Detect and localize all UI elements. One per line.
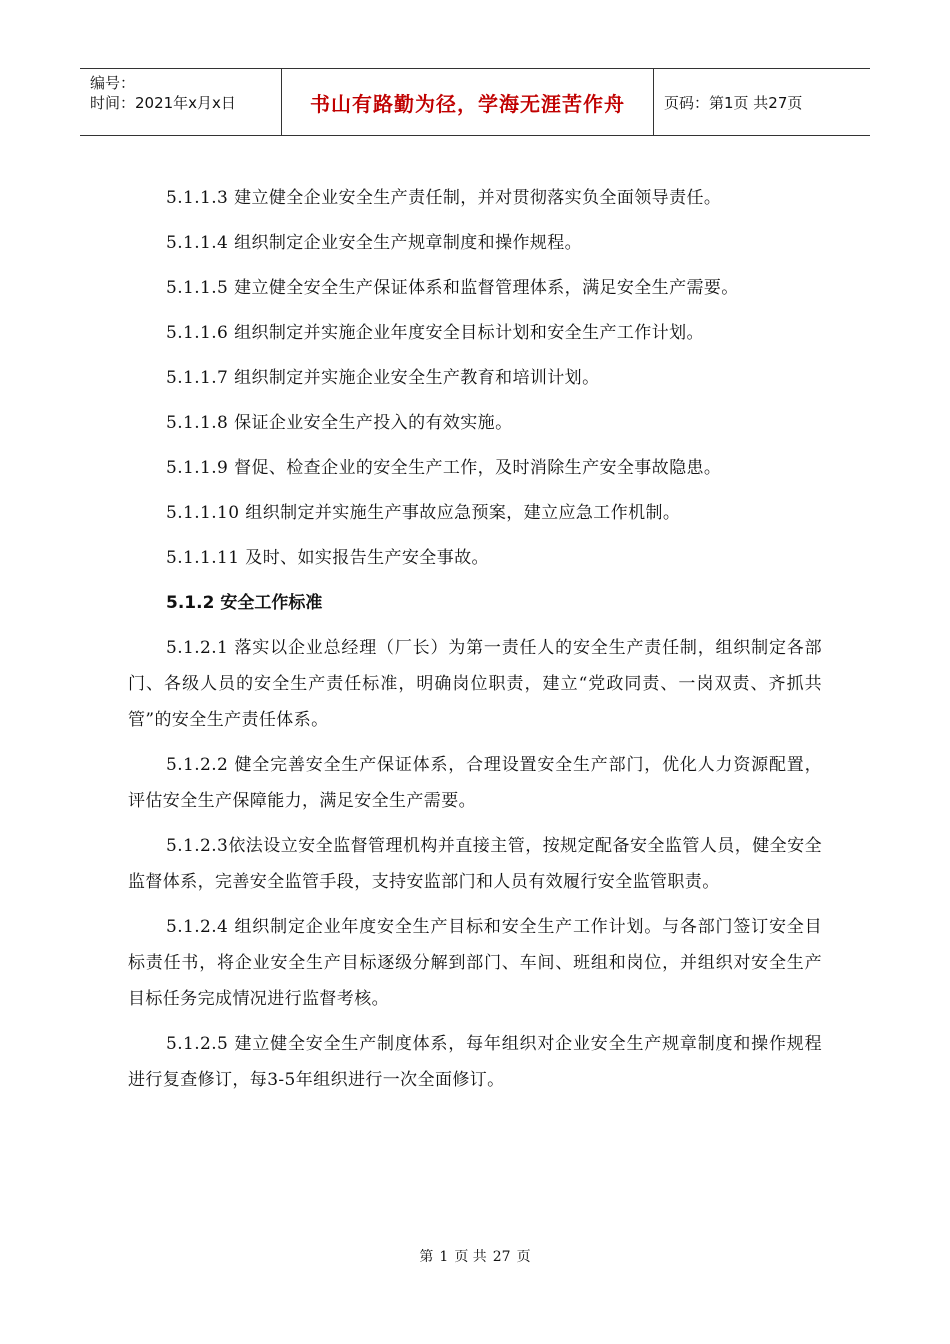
page-header [80, 68, 870, 136]
header-page-label: 页码：第1页 共27页 [664, 93, 803, 112]
section-title: 5.1.2 安全工作标准 [166, 593, 323, 613]
paragraph-5-1-2-1: 5.1.2.1 落实以企业总经理（厂长）为第一责任人的安全生产责任制，组织制定各部门、各级人员的安全生产责任标准，明确岗位职责，建立“党政同责、一岗双责、齐抓共管”的安全生产责任体系。 [128, 638, 822, 730]
document-date-label: 时间：2021年x月x日 [90, 94, 236, 112]
paragraph-5-1-2-5: 5.1.2.5 建立健全安全生产制度体系，每年组织对企业安全生产规章制度和操作规程进行复查修订，每3-5年组织进行一次全面修订。 [128, 1034, 822, 1090]
footer-prefix: 第 [419, 1249, 434, 1265]
document-number-label: 编号： [90, 74, 136, 92]
paragraph-5-1-1-11: 5.1.1.11 及时、如实报告生产安全事故。 [166, 548, 489, 568]
footer-suffix: 页 [516, 1249, 531, 1265]
paragraph-5-1-1-9: 5.1.1.9 督促、检查企业的安全生产工作，及时消除生产安全事故隐患。 [166, 458, 722, 478]
page-footer [0, 1246, 950, 1266]
footer-middle: 页 共 [454, 1249, 487, 1265]
paragraph-5-1-2-4: 5.1.2.4 组织制定企业年度安全生产目标和安全生产工作计划。与各部门签订安全目标责任书，将企业安全生产目标逐级分解到部门、车间、班组和岗位，并组织对安全生产目标任务完成情况进行监督考核。 [128, 917, 822, 1009]
header-meta [80, 69, 282, 135]
footer-page-number: 1 [439, 1249, 449, 1265]
paragraph-5-1-2-2: 5.1.2.2 健全完善安全生产保证体系，合理设置安全生产部门，优化人力资源配置，评估安全生产保障能力，满足安全生产需要。 [128, 755, 822, 811]
document-body [128, 180, 822, 1107]
paragraph-5-1-1-8: 5.1.1.8 保证企业安全生产投入的有效实施。 [166, 413, 513, 433]
paragraph-5-1-1-4: 5.1.1.4 组织制定企业安全生产规章制度和操作规程。 [166, 233, 583, 253]
paragraph-5-1-1-3: 5.1.1.3 建立健全企业安全生产责任制，并对贯彻落实负全面领导责任。 [166, 188, 722, 208]
header-motto: 书山有路勤为径，学海无涯苦作舟 [282, 69, 654, 135]
paragraph-5-1-1-10: 5.1.1.10 组织制定并实施生产事故应急预案，建立应急工作机制。 [166, 503, 681, 523]
paragraph-5-1-1-6: 5.1.1.6 组织制定并实施企业年度安全目标计划和安全生产工作计划。 [166, 323, 704, 343]
footer-total-pages: 27 [492, 1249, 511, 1265]
paragraph-5-1-1-7: 5.1.1.7 组织制定并实施企业安全生产教育和培训计划。 [166, 368, 600, 388]
paragraph-5-1-1-5: 5.1.1.5 建立健全安全生产保证体系和监督管理体系，满足安全生产需要。 [166, 278, 739, 298]
paragraph-5-1-2-3: 5.1.2.3依法设立安全监督管理机构并直接主管，按规定配备安全监管人员，健全安全监督体系，完善安全监管手段，支持安监部门和人员有效履行安全监管职责。 [128, 836, 822, 892]
